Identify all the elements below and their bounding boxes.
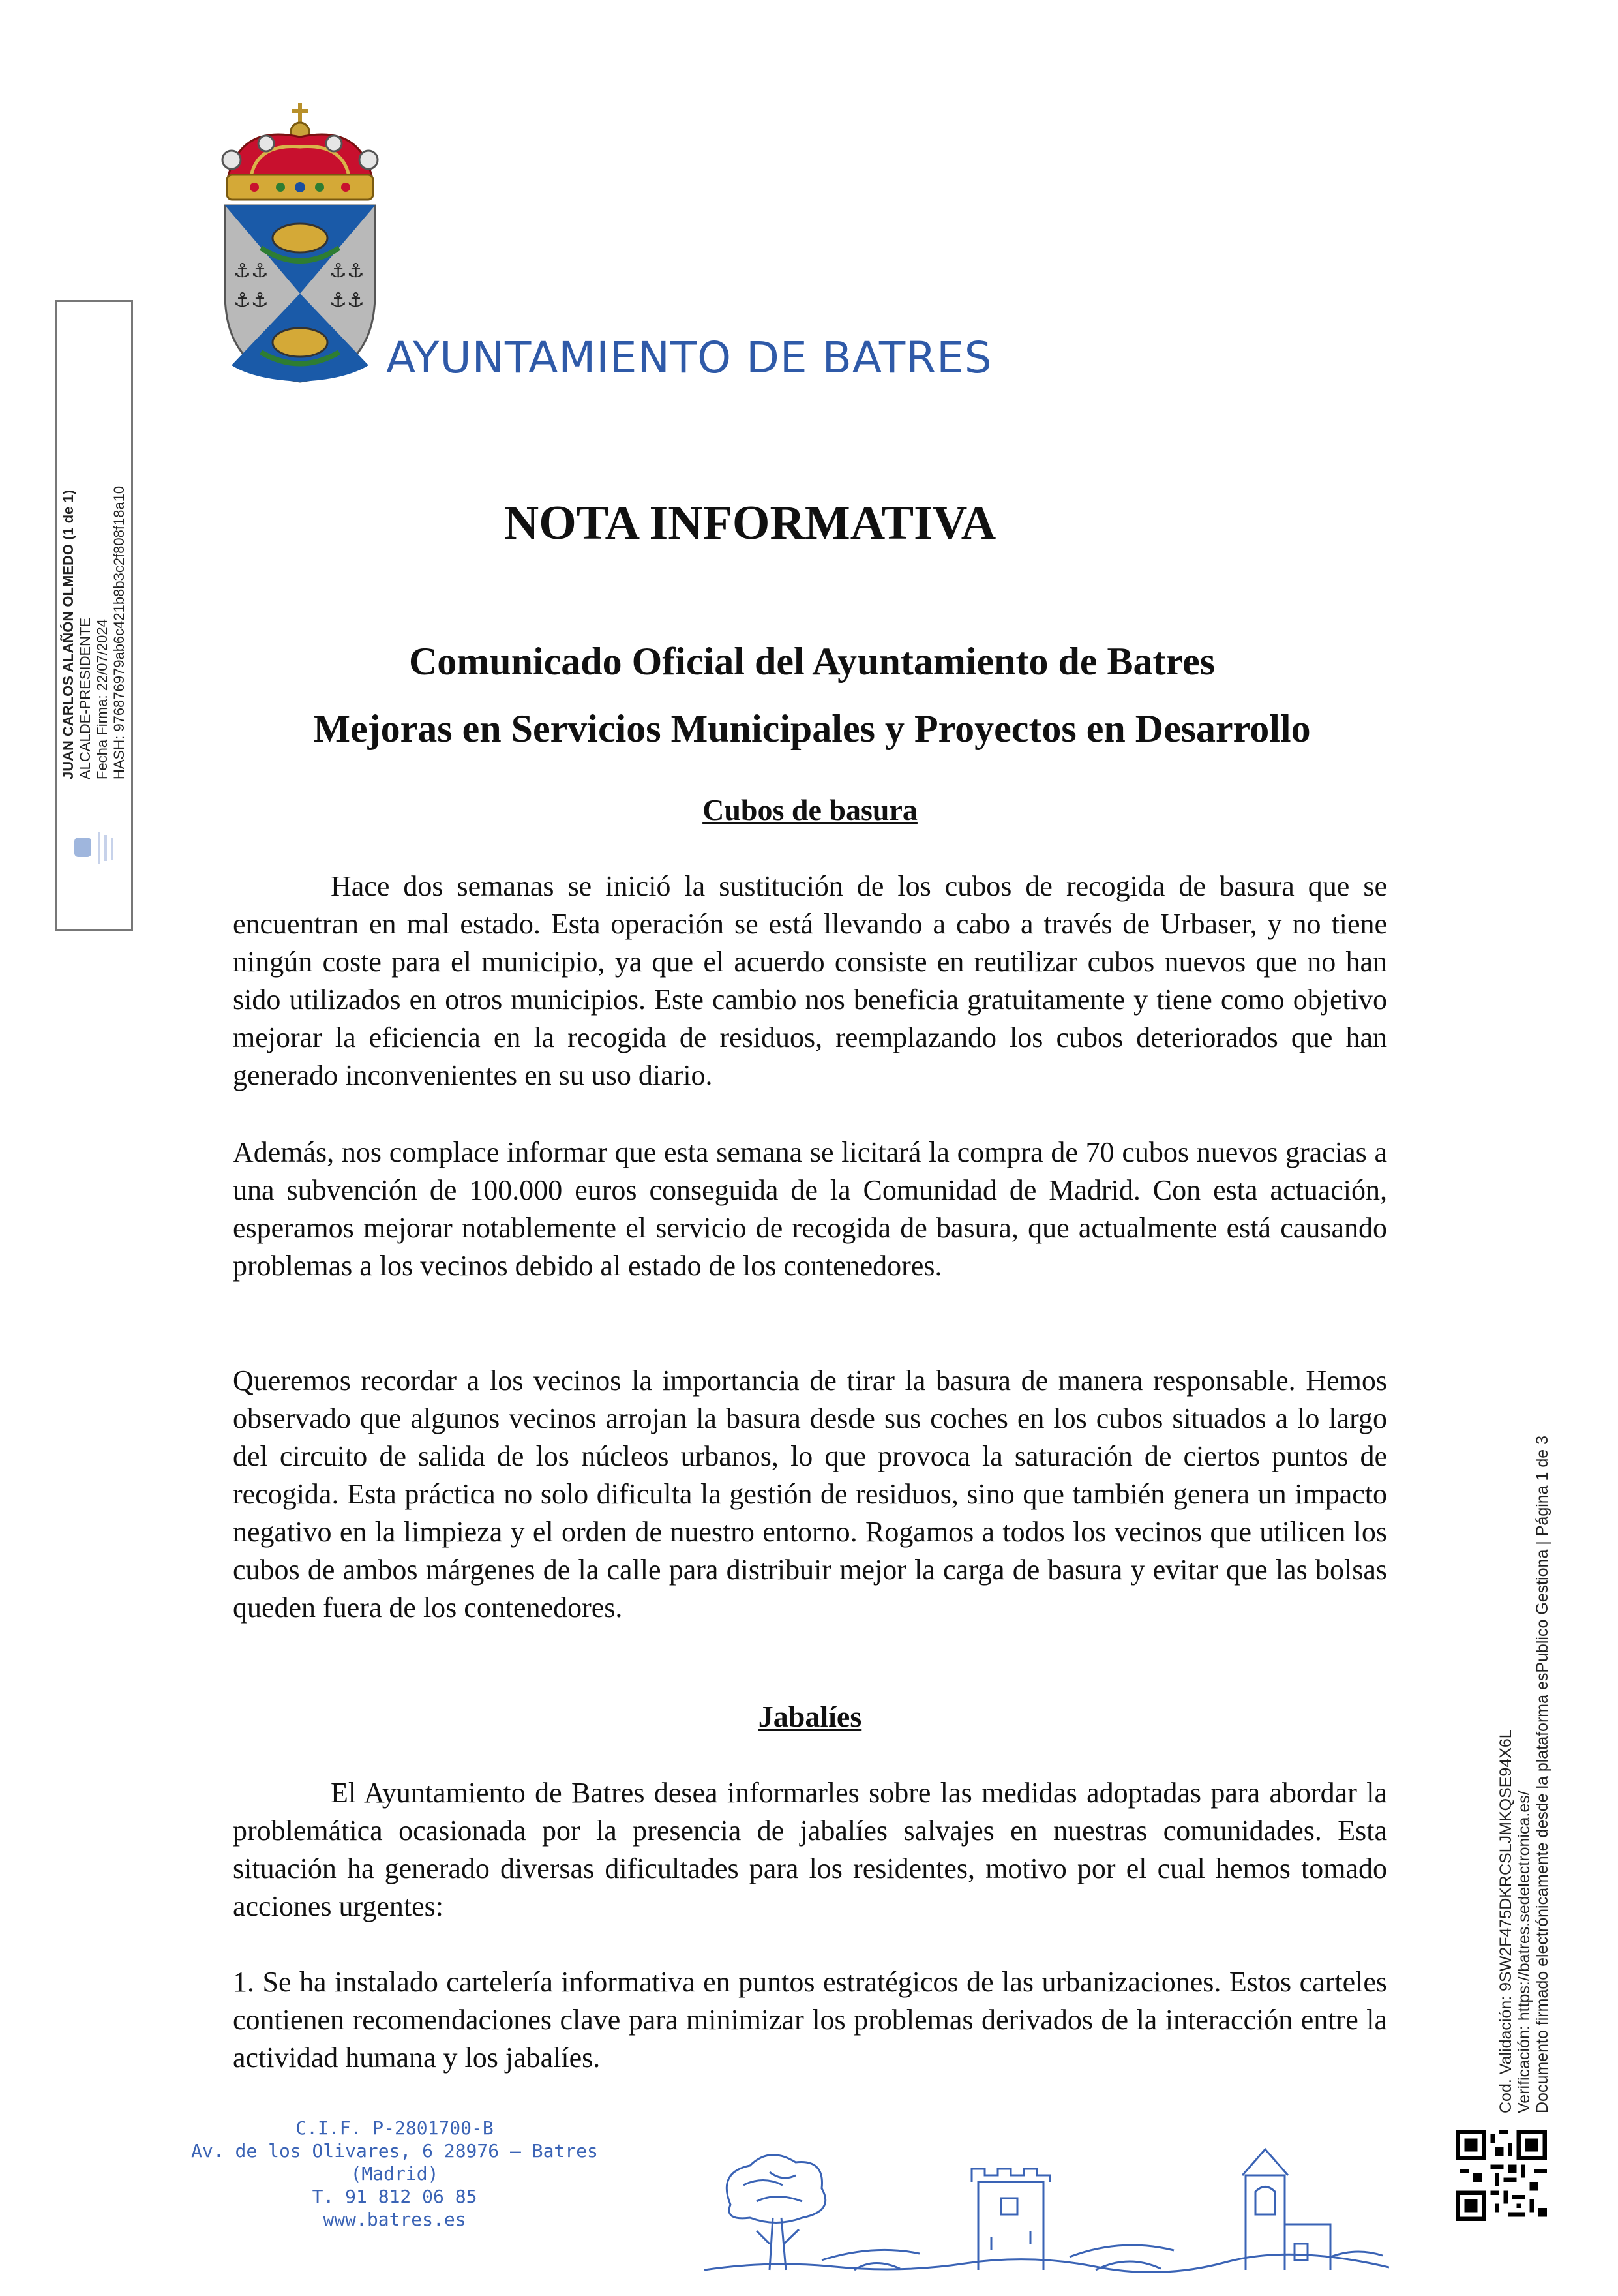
svg-text:⚓⚓: ⚓⚓	[233, 289, 269, 312]
paragraph-2: Además, nos complace informar que esta semana se licitará la compra de 70 cubos nuevos gracias a una subvención de 100.000 euros conseguida de la Comunidad de Madrid. Con esta actuación, esperamos mejorar notablemente el servicio de recogida de basura, que actualmente está causando problemas a los vecinos debido al estado de los contenedores.	[233, 1136, 1387, 1282]
signed-platform-note: Documento firmado electrónicamente desde la plataforma esPublico Gestiona | Página 1 de 3	[1533, 1435, 1551, 2113]
svg-text:⚓⚓: ⚓⚓	[329, 260, 365, 282]
svg-text:⚓⚓: ⚓⚓	[329, 289, 365, 312]
signer-name: JUAN CARLOS ALAÑÓN OLMEDO (1 de 1)	[60, 489, 76, 779]
town-landscape-illustration	[704, 2146, 1389, 2276]
signature-date: Fecha Firma: 22/07/2024	[94, 619, 110, 779]
verification-text	[1497, 1428, 1551, 2113]
paragraph-4: El Ayuntamiento de Batres desea informarles sobre las medidas adoptadas para abordar la problemática ocasionada por la presencia de jabalíes salvajes en nuestras comunidades. Esta situación ha generado diversas dificultades para los residentes, motivo por el cual hemos tomado acciones urgentes:	[233, 1777, 1387, 1922]
document-subtitle-2: Mejoras en Servicios Municipales y Proyectos en Desarrollo	[313, 707, 1311, 750]
verification-url: Verificación: https://batres.sedelectronica.es/	[1515, 1790, 1533, 2113]
section-heading-cubos: Cubos de basura	[702, 793, 918, 826]
paragraph-3: Queremos recordar a los vecinos la importancia de tirar la basura de manera responsable. Hemos observado que algunos vecinos arrojan la basura desde sus coches en los cubos situados a lo largo del circuito de salida de los núcleos urbanos, lo que provoca la saturación de ciertos puntos de recogida. Esta práctica no solo dificulta la gestión de residuos, sino que también genera un impacto negativo en la limpieza y el orden de nuestro entorno. Rogamos a todos los vecinos que utilicen los cubos de ambos márgenes de la calle para distribuir mejor la carga de basura y evitar que las bolsas queden fuera de los contenedores.	[233, 1365, 1387, 1624]
organization-name: AYUNTAMIENTO DE BATRES	[386, 333, 993, 383]
footer-website[interactable]: www.batres.es	[323, 2209, 466, 2230]
footer-cif: C.I.F. P-2801700-B	[295, 2117, 494, 2139]
footer-contact	[157, 2117, 633, 2231]
coat-of-arms-logo	[215, 98, 385, 385]
signature-details	[60, 153, 128, 779]
document-subtitle-1: Comunicado Oficial del Ayuntamiento de Batres	[408, 640, 1216, 683]
paragraph-1: Hace dos semanas se inició la sustitución de los cubos de recogida de basura que se encuentran en mal estado. Esta operación se está llevando a cabo a través de Urbaser, y no tiene ningún coste para el municipio, ya que el acuerdo consiste en reutilizar cubos nuevos que no han sido utilizados en otros municipios. Este cambio nos beneficia gratuitamente y tiene como objetivo mejorar la eficiencia en la recogida de residuos, reemplazando los cubos deteriorados que han generado inconvenientes en su uso diario.	[233, 870, 1387, 1091]
svg-text:⚓⚓: ⚓⚓	[233, 260, 269, 282]
signature-seal-icon	[72, 828, 130, 868]
footer-address: Av. de los Olivares, 6 28976 – Batres (Madrid)	[191, 2140, 598, 2184]
qr-code-icon[interactable]	[1456, 2130, 1547, 2221]
validation-code: Cod. Validación: 9SW2F475DKRCSLJMKQSE94X6L	[1497, 1729, 1515, 2113]
section-heading-jabalies: Jabalíes	[758, 1700, 862, 1733]
signature-hash: HASH: 976876979ab6c421b8b3c2f808f18a10	[111, 485, 127, 779]
signer-role: ALCALDE-PRESIDENTE	[77, 617, 93, 779]
footer-phone: T. 91 812 06 85	[312, 2186, 477, 2207]
paragraph-5: 1. Se ha instalado cartelería informativa en puntos estratégicos de las urbanizaciones. Estos carteles contienen recomendaciones clave para minimizar los problemas derivados de la interacción entre la actividad humana y los jabalíes.	[233, 1966, 1387, 2074]
document-title: NOTA INFORMATIVA	[503, 496, 996, 550]
